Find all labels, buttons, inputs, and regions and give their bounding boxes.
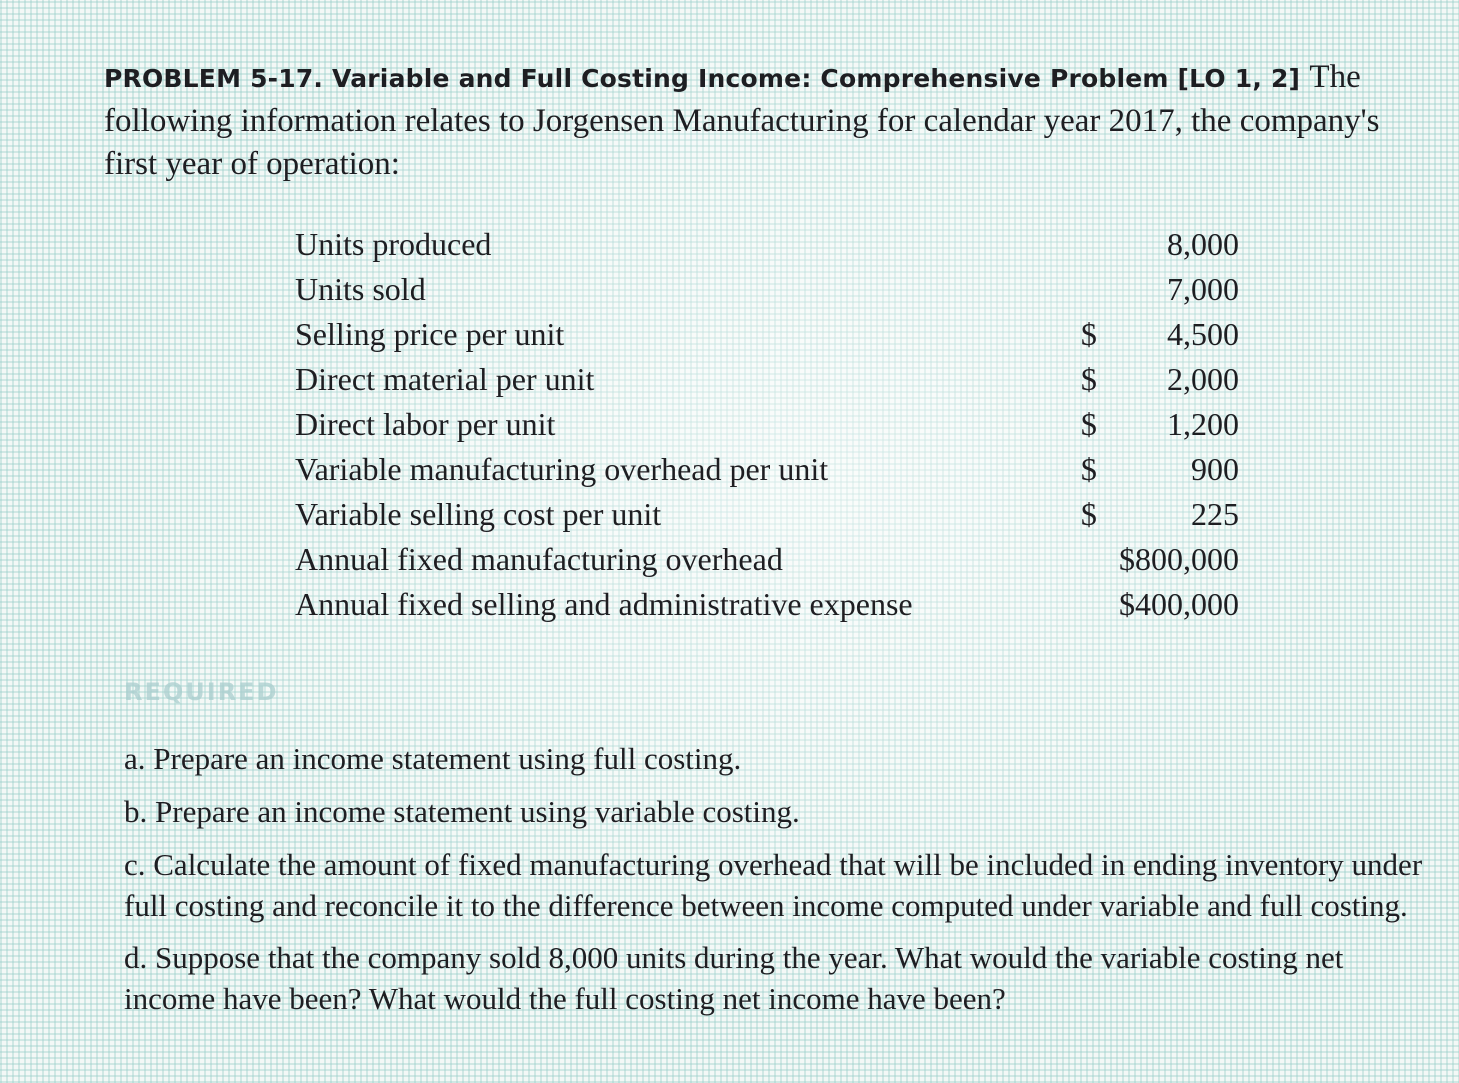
- row-value: 7,000: [1167, 271, 1239, 307]
- requirement-item-a: a. Prepare an income statement using full costing.: [124, 741, 742, 776]
- row-label: Units produced: [295, 226, 492, 262]
- required-heading: REQUIRED: [124, 678, 279, 706]
- row-value: $400,000: [1119, 586, 1239, 622]
- problem-intro-text: The following information relates to Jorgensen Manufacturing for calendar year 2017, the company's first year of operation:: [104, 59, 1380, 182]
- table-row: [295, 537, 1245, 582]
- row-currency: [1081, 582, 1119, 627]
- row-label: Variable manufacturing overhead per unit: [295, 451, 829, 487]
- problem-intro: [104, 56, 1434, 186]
- row-currency: $: [1080, 406, 1097, 442]
- table-row: [295, 402, 1245, 447]
- row-currency: $: [1080, 496, 1097, 532]
- row-value: 8,000: [1167, 226, 1239, 262]
- table-row: [295, 447, 1245, 492]
- row-value: $800,000: [1119, 541, 1239, 577]
- requirement-item-b: b. Prepare an income statement using variable costing.: [124, 794, 800, 829]
- row-label: Annual fixed selling and administrative expense: [295, 586, 913, 622]
- row-label: Annual fixed manufacturing overhead: [295, 541, 783, 577]
- table-row: [295, 492, 1245, 537]
- problem-heading: PROBLEM 5-17. Variable and Full Costing Income: Comprehensive Problem [LO 1, 2]: [104, 64, 1301, 93]
- row-label: Variable selling cost per unit: [295, 496, 662, 532]
- table-row: [295, 582, 1245, 627]
- row-label: Selling price per unit: [295, 316, 565, 352]
- row-label: Direct labor per unit: [295, 406, 556, 442]
- row-label: Direct material per unit: [295, 361, 595, 397]
- table-row: [295, 312, 1245, 357]
- row-value: 225: [1191, 496, 1239, 532]
- requirement-item-d: d. Suppose that the company sold 8,000 units during the year. What would the variable costing net income have been? What would the full costing net income have been?: [124, 940, 1344, 1016]
- row-currency: $: [1080, 316, 1097, 352]
- row-currency: $: [1080, 361, 1097, 397]
- row-value: 2,000: [1167, 361, 1239, 397]
- row-label: Units sold: [295, 271, 426, 307]
- row-currency: [1081, 222, 1119, 267]
- row-value: 4,500: [1167, 316, 1239, 352]
- row-currency: [1081, 267, 1119, 312]
- row-currency: $: [1080, 451, 1097, 487]
- data-table: [295, 222, 1245, 627]
- requirement-item-c: c. Calculate the amount of fixed manufacturing overhead that will be included in ending inventory under full costing and reconcile it to the difference between income computed under variable and full costing.: [124, 847, 1423, 923]
- row-value: 1,200: [1167, 406, 1239, 442]
- table-row: [295, 357, 1245, 402]
- table-row: [295, 222, 1245, 267]
- row-value: 900: [1191, 451, 1239, 487]
- row-currency: [1081, 537, 1119, 582]
- requirements-list: [124, 738, 1424, 1030]
- table-row: [295, 267, 1245, 312]
